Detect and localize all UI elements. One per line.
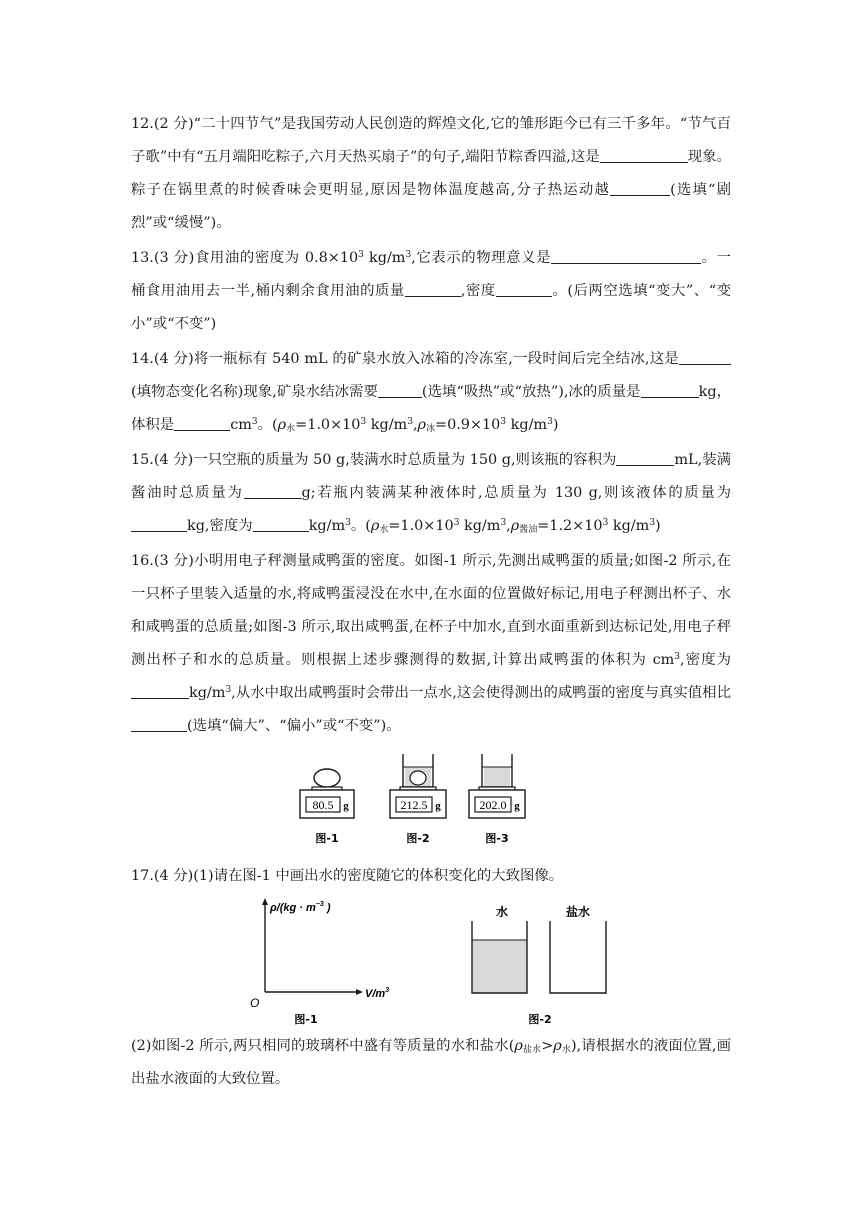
scale-2: [390, 754, 446, 845]
scale-1: [300, 769, 354, 845]
scale-2-unit: g: [435, 800, 441, 812]
q15-blank-3[interactable]: [131, 517, 187, 532]
scale-2-caption: 图-2: [406, 832, 430, 845]
saltwater-beaker: [550, 921, 606, 993]
question-16: [131, 545, 731, 743]
origin-label: O: [250, 996, 260, 1010]
q15-exp-1: 3: [345, 518, 351, 528]
beakers-caption: 图-2: [528, 1013, 552, 1026]
q13-text-d: 。一桶食用油用去一半,桶内剩余食用油的质量: [131, 250, 731, 299]
water-fill: [472, 940, 527, 993]
q15-text-l: ): [655, 518, 661, 534]
q14-blank-2[interactable]: [378, 383, 422, 398]
scale-1-unit: g: [343, 800, 349, 812]
q14-blank-1[interactable]: [679, 350, 731, 365]
q15-rho-2: ρ: [510, 518, 520, 534]
q12-blank-2[interactable]: [610, 181, 670, 196]
q15-blank-4[interactable]: [253, 517, 309, 532]
q16-exp-2: 3: [225, 685, 232, 695]
question-14: [131, 343, 731, 442]
q14-sub-ice: 冰: [426, 424, 436, 434]
scale-3-reading: 202.0: [479, 798, 507, 812]
cup-3-water: [484, 767, 510, 787]
q14-exp-3: 3: [407, 417, 413, 427]
q15-rho-1: ρ: [370, 518, 380, 534]
question-17-part-1: [131, 860, 731, 893]
q15-exp-2: 3: [453, 518, 460, 528]
q16-scales-svg: [296, 752, 536, 852]
q14-text-e: cm: [230, 417, 252, 433]
q14-blank-3[interactable]: [641, 383, 699, 398]
q16-figure: [296, 752, 536, 852]
q14-rho-1: ρ: [277, 417, 287, 433]
q14-rho-2: ρ: [417, 417, 426, 433]
q14-text-c: (选填“吸热”或“放热”),冰的质量是: [421, 384, 641, 400]
q14-text-l: ): [552, 417, 559, 433]
question-15: [131, 444, 731, 543]
q16-text-e: (选填“偏大”、“偏小”或“不变”)。: [187, 718, 401, 734]
x-axis-arrow-icon: [356, 989, 363, 995]
scale-1-caption: 图-1: [315, 832, 339, 845]
q17-rho-2: ρ: [553, 1038, 562, 1054]
q13-blank-3[interactable]: [496, 282, 552, 297]
scale-3: [469, 754, 525, 845]
q14-text-d: kg，体积是: [131, 384, 731, 433]
x-axis-label: $V/m^3$: [365, 987, 390, 1000]
q17-text-b: (2)如图-2 所示,两只相同的玻璃杯中盛有等质量的水和盐水(: [131, 1038, 515, 1054]
q14-exp-4: 3: [500, 417, 507, 427]
q16-text-a: 16.(3 分)小明用电子秤测量咸鸭蛋的密度。如图-1 所示,先测出咸鸭蛋的质量;如图-2 所示,在一只杯子里装入适量的水,将咸鸭蛋浸没在水中,在水面的位置做好标记,用电子秤测出杯子、水和咸鸭蛋的总质量;如图-3 所示,取出咸鸭蛋,在杯子中加水,直到水面重新到达标记处,用电子秤测出杯子和水的总质量。则根据上述步骤测得的数据,计算出咸鸭蛋的体积为 cm: [131, 553, 731, 668]
q16-text-b: ,密度为: [680, 652, 731, 668]
q14-sub-water: 水: [286, 424, 296, 434]
q13-text-e: ,密度: [460, 283, 496, 299]
q17-text-a: 17.(4 分)(1)请在图-1 中画出水的密度随它的体积变化的大致图像。: [131, 868, 564, 884]
q13-exp: 3: [358, 250, 364, 260]
q15-text-c: g;若瓶内装满某种液体时,总质量为 130 g,则该液体的质量为: [301, 485, 731, 501]
q15-sub-soy: 酱油: [519, 525, 538, 535]
q15-text-g: =1.0×10: [388, 518, 454, 534]
q15-exp-4: 3: [602, 518, 609, 528]
q17-sub-water: 水: [561, 1045, 571, 1055]
q15-text-b: mL,装满酱油时总质量为: [131, 452, 731, 501]
q16-exp-1: 3: [674, 652, 681, 662]
q17-rho-1: ρ: [514, 1038, 523, 1054]
q15-text-d: kg,密度为: [187, 518, 253, 534]
scale-2-reading: 212.5: [400, 798, 428, 812]
q15-exp-3: 3: [500, 518, 507, 528]
q14-text-h: kg/m: [366, 417, 408, 433]
q15-sub-water: 水: [379, 525, 389, 535]
y-axis-arrow-icon: [262, 898, 268, 905]
beakers: [472, 904, 606, 1026]
q12-text-b: 现象。粽子在锅里煮的时候香味会更明显,原因是物体温度越高,分子热运动越: [131, 149, 731, 198]
q17-gt: >: [541, 1038, 554, 1054]
q17-svg: [240, 895, 630, 1030]
q13-blank-1[interactable]: [551, 249, 701, 264]
q13-text-b: kg/m: [363, 250, 406, 266]
scale-3-unit: g: [514, 800, 520, 812]
q14-text-i: ,: [412, 417, 418, 433]
q13-text-a: 13.(3 分)食用油的密度为 0.8×10: [131, 250, 359, 266]
q13-unit-exp: 3: [405, 250, 412, 260]
q15-text-k: kg/m: [608, 518, 650, 534]
q14-exp-2: 3: [360, 417, 367, 427]
y-axis-label: $\rho/(kg \cdot m^{-3}$ ): [270, 901, 331, 914]
q12-blank-1[interactable]: [600, 148, 688, 163]
q15-blank-2[interactable]: [244, 484, 302, 499]
q16-text-d: ,从水中取出咸鸭蛋时会带出一点水,这会使得测出的咸鸭蛋的密度与真实值相比: [231, 685, 731, 701]
q14-text-b: (填物态变化名称)现象,矿泉水结冰需要: [131, 384, 378, 400]
scale-3-caption: 图-3: [485, 832, 509, 845]
q15-text-h: kg/m: [459, 518, 501, 534]
q15-text-i: ,: [506, 518, 511, 534]
q14-text-j: =0.9×10: [435, 417, 501, 433]
q13-blank-2[interactable]: [405, 282, 461, 297]
q17-figure: [240, 895, 630, 1030]
question-12: [131, 108, 731, 240]
question-17-part-2: [131, 1030, 731, 1096]
q14-blank-4[interactable]: [174, 416, 230, 431]
q14-exp-1: 3: [251, 417, 258, 427]
scale-1-reading: 80.5: [312, 798, 334, 812]
q12-text-c: (选填“剧烈”或“缓慢”)。: [131, 182, 731, 231]
q13-text-c: ,它表示的物理意义是: [411, 250, 552, 266]
q15-blank-1[interactable]: [616, 451, 674, 466]
q13-text-f: 。(后两空选填“变大”、“变小”或“不变”): [131, 283, 732, 332]
q16-blank-1[interactable]: [131, 684, 189, 699]
q15-exp-5: 3: [649, 518, 656, 528]
q14-text-k: kg/m: [506, 417, 548, 433]
saltwater-beaker-label: 盐水: [565, 905, 591, 919]
egg-in-cup-icon: [410, 771, 426, 785]
water-beaker-label: 水: [495, 905, 509, 919]
q15-text-a: 15.(4 分)一只空瓶的质量为 50 g,装满水时总质量为 150 g,则该瓶的容积为: [131, 452, 617, 468]
q15-text-f: 。(: [350, 518, 371, 534]
q17-text-c: ),请根据水的液面位置,画出盐水液面的大致位置。: [131, 1038, 731, 1087]
q14-exp-5: 3: [547, 417, 553, 427]
q17-sub-salt: 盐水: [522, 1045, 542, 1055]
q14-text-f: 。(: [257, 417, 278, 433]
question-13: [131, 242, 731, 341]
q15-text-j: =1.2×10: [537, 518, 603, 534]
q14-text-g: =1.0×10: [295, 417, 361, 433]
q15-text-e: kg/m: [308, 518, 346, 534]
q12-text-a: 12.(2 分)“二十四节气”是我国劳动人民创造的辉煌文化,它的雏形距今已有三千多年。“节气百子歌”中有“五月端阳吃粽子,六月天热买扇子”的句子,端阳节粽香四溢,这是: [131, 116, 731, 165]
q16-text-c: kg/m: [189, 685, 226, 701]
q16-blank-2[interactable]: [131, 717, 187, 732]
density-volume-graph: [250, 898, 389, 1026]
graph-caption: 图-1: [294, 1013, 318, 1026]
egg-icon: [314, 769, 340, 787]
q14-text-a: 14.(4 分)将一瓶标有 540 mL 的矿泉水放入冰箱的冷冻室,一段时间后完全结冰,这是: [131, 351, 679, 367]
